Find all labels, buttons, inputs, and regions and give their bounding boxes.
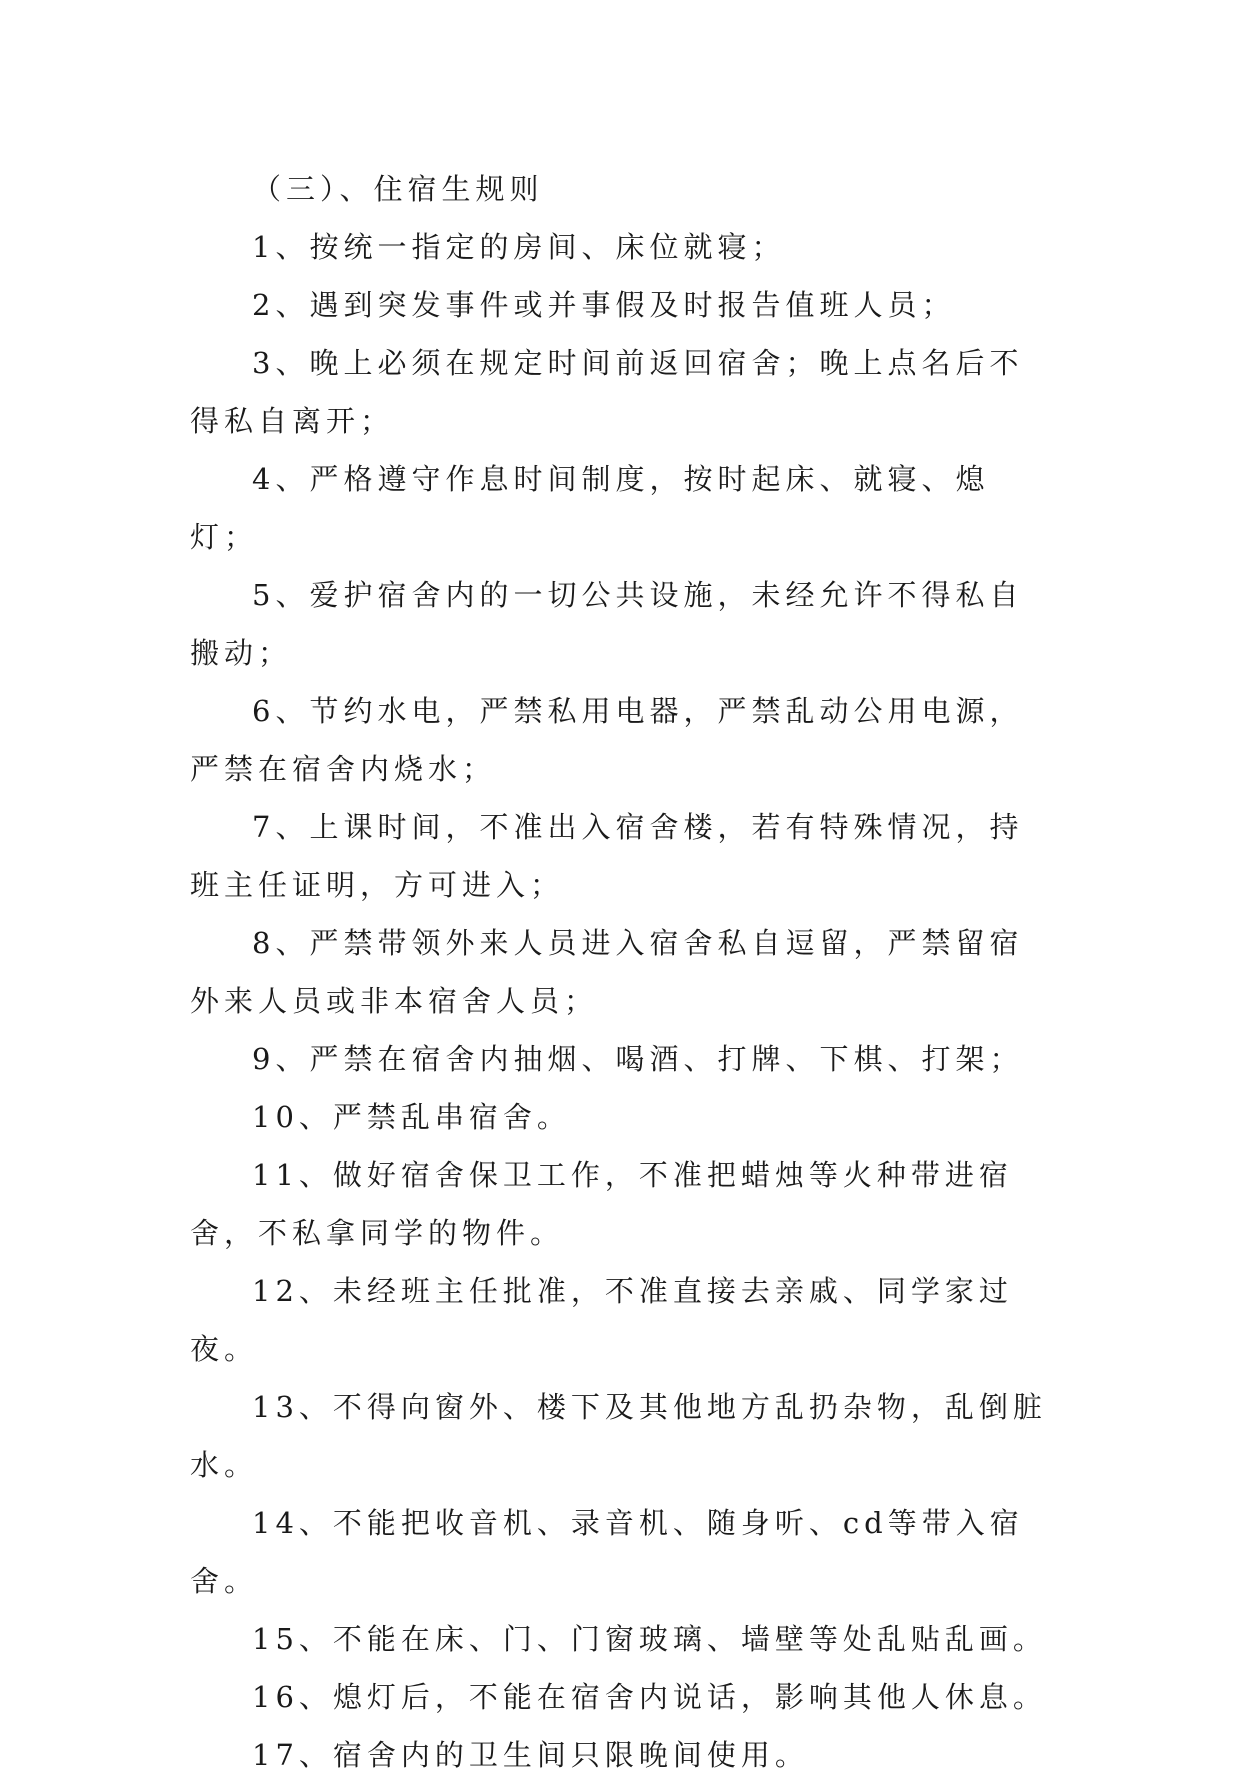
- rule-item-12: 12、未经班主任批准，不准直接去亲戚、同学家过夜。: [190, 1274, 1013, 1366]
- rule-item-16: 16、熄灯后，不能在宿舍内说话，影响其他人休息。: [252, 1680, 1047, 1714]
- rule-item-4: 4、严格遵守作息时间制度，按时起床、就寝、熄灯；: [190, 462, 990, 554]
- rule-item-1: 1、按统一指定的房间、床位就寝；: [252, 230, 786, 264]
- rule-item-2: 2、遇到突发事件或并事假及时报告值班人员；: [252, 288, 956, 322]
- rule-item-8: 8、严禁带领外来人员进入宿舍私自逗留，严禁留宿外来人员或非本宿舍人员；: [190, 926, 1024, 1018]
- rule-item-11: 11、做好宿舍保卫工作，不准把蜡烛等火种带进宿舍，不私拿同学的物件。: [190, 1158, 1013, 1250]
- rule-item-15: 15、不能在床、门、门窗玻璃、墙壁等处乱贴乱画。: [252, 1622, 1047, 1656]
- rule-item-6: 6、节约水电，严禁私用电器，严禁乱动公用电源，严禁在宿舍内烧水；: [190, 694, 1024, 786]
- rule-item-3: 3、晚上必须在规定时间前返回宿舍；晚上点名后不得私自离开；: [190, 346, 1024, 438]
- rule-item-13: 13、不得向窗外、楼下及其他地方乱扔杂物，乱倒脏水。: [190, 1390, 1047, 1482]
- rule-item-7: 7、上课时间，不准出入宿舍楼，若有特殊情况，持班主任证明，方可进入；: [190, 810, 1024, 902]
- rule-item-9: 9、严禁在宿舍内抽烟、喝酒、打牌、下棋、打架；: [252, 1042, 1024, 1076]
- rule-item-17: 17、宿舍内的卫生间只限晚间使用。: [252, 1738, 809, 1772]
- rule-item-5: 5、爱护宿舍内的一切公共设施，未经允许不得私自搬动；: [190, 578, 1024, 670]
- document-body: [190, 160, 1050, 1784]
- section-title: （三）、住宿生规则: [252, 172, 544, 206]
- rule-item-10: 10、严禁乱串宿舍。: [252, 1100, 571, 1134]
- rule-item-14: 14、不能把收音机、录音机、随身听、cd等带入宿舍。: [190, 1506, 1024, 1598]
